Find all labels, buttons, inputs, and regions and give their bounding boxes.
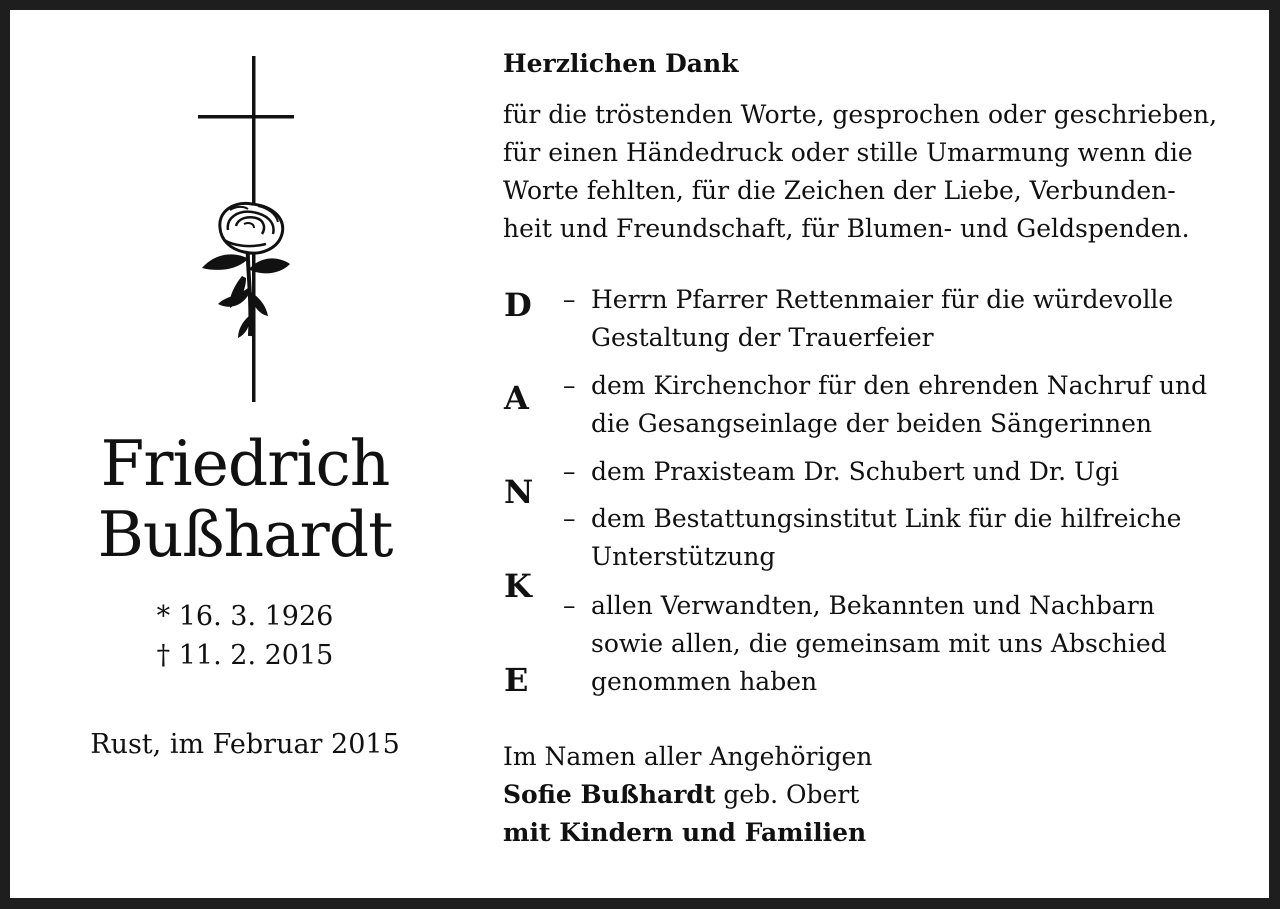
thanks-item — [563, 587, 1243, 701]
danke-letter: D — [504, 286, 532, 324]
widow-line — [503, 776, 1223, 814]
thanks-line: Unterstützung — [591, 542, 776, 571]
dash: – — [563, 285, 576, 314]
thanks-line: die Gesangseinlage der beiden Sängerinnen — [591, 409, 1153, 438]
death-date: † 11. 2. 2015 — [156, 640, 334, 671]
intro-paragraph — [503, 96, 1223, 248]
thanks-line: allen Verwandten, Bekannten und Nachbarn — [591, 591, 1155, 620]
danke-letter: E — [504, 661, 529, 699]
deceased-name — [60, 428, 430, 570]
thanks-item — [563, 500, 1243, 576]
last-name: Bußhardt — [97, 498, 393, 571]
intro-line: Worte fehlten, für die Zeichen der Liebe, Verbunden- — [503, 176, 1176, 205]
life-dates — [60, 597, 430, 675]
intro-line: für die tröstenden Worte, gesprochen oder geschrieben, — [503, 100, 1218, 129]
danke-letter: K — [504, 567, 532, 605]
thanks-line: genommen haben — [591, 667, 818, 696]
thanks-line: sowie allen, die gemeinsam mit uns Abschied — [591, 629, 1167, 658]
closing-line: Im Namen aller Angehörigen — [503, 742, 873, 771]
heading: Herzlichen Dank — [503, 49, 739, 78]
thanks-line: Gestaltung der Trauerfeier — [591, 323, 934, 352]
widow-name: Sofie Bußhardt — [503, 780, 716, 809]
danke-letter: A — [504, 379, 529, 417]
intro-line: für einen Händedruck oder stille Umarmung wenn die — [503, 138, 1193, 167]
dash: – — [563, 371, 576, 400]
thanks-item — [563, 453, 1243, 491]
place-date: Rust, im Februar 2015 — [90, 729, 400, 760]
thanks-line: Herrn Pfarrer Rettenmaier für die würdevolle — [591, 285, 1174, 314]
thanks-line: dem Bestattungsinstitut Link für die hilfreiche — [591, 504, 1182, 533]
thanks-item — [563, 367, 1243, 443]
closing-signature — [503, 738, 1223, 852]
dash: – — [563, 457, 576, 486]
thanks-item — [563, 281, 1243, 357]
dash: – — [563, 591, 576, 620]
birth-date: * 16. 3. 1926 — [156, 601, 334, 632]
family-line: mit Kindern und Familien — [503, 818, 867, 847]
danke-letter: N — [504, 473, 534, 511]
widow-suffix: geb. Obert — [715, 780, 860, 809]
cross-with-rose-icon — [190, 46, 300, 402]
thanks-line: dem Praxisteam Dr. Schubert und Dr. Ugi — [591, 457, 1120, 486]
dash: – — [563, 504, 576, 533]
first-name: Friedrich — [100, 427, 390, 500]
intro-line: heit und Freundschaft, für Blumen- und Geldspenden. — [503, 214, 1190, 243]
thanks-line: dem Kirchenchor für den ehrenden Nachruf und — [591, 371, 1208, 400]
